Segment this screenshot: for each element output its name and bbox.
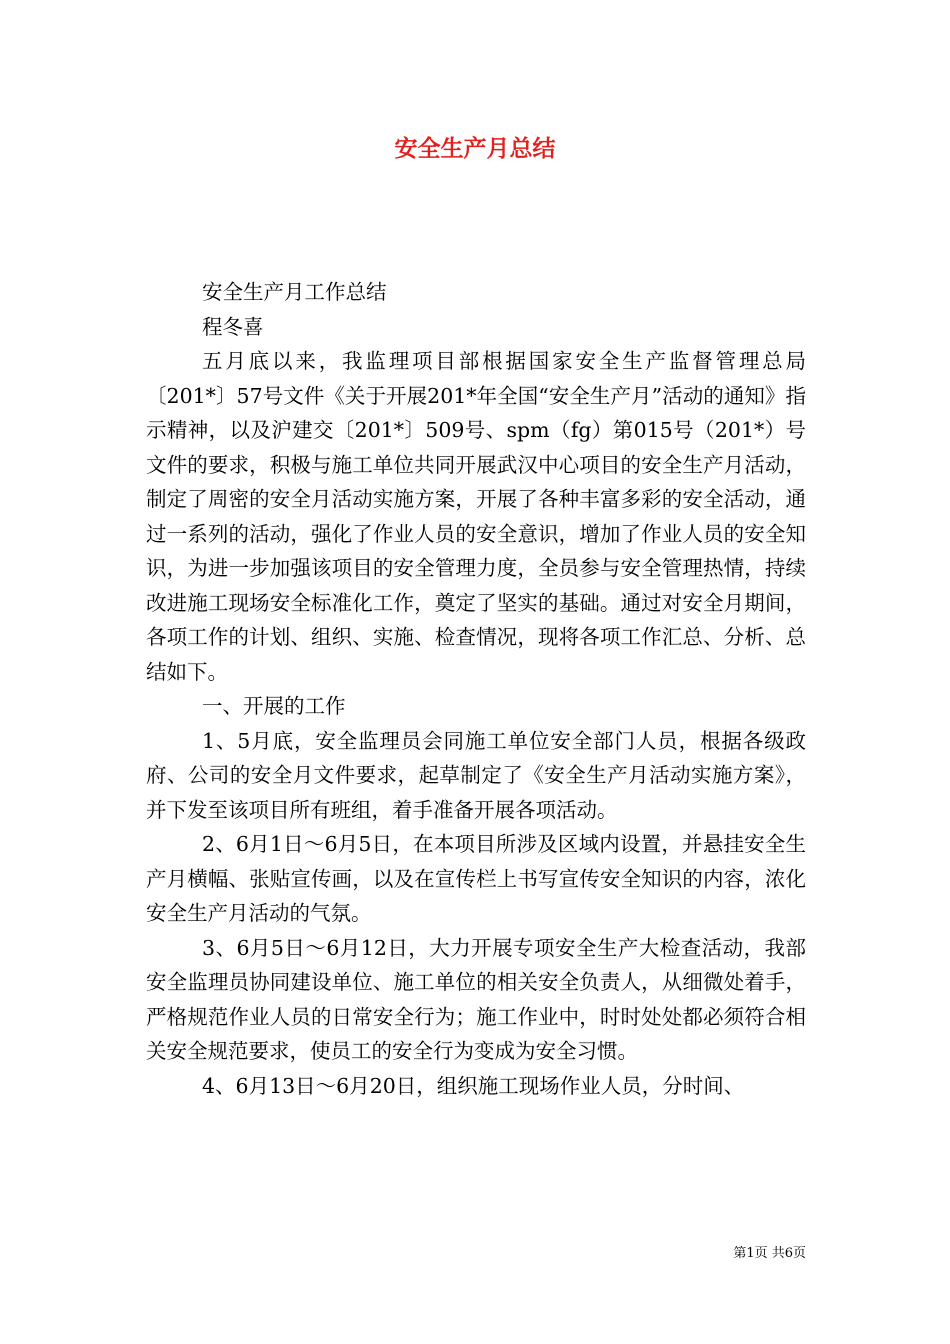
paragraph-item-4: 4、6月13日～6月20日，组织施工现场作业人员，分时间、 [202, 1073, 745, 1098]
subtitle: 安全生产月工作总结 [202, 280, 387, 304]
author: 程冬喜 [202, 314, 264, 339]
paragraph-intro: 五月底以来，我监理项目部根据国家安全生产监督管理总局〔201*〕57号文件《关于开展201*年全国“安全生产月”活动的通知》指示精神，以及沪建交〔201*〕509号、spm（fg）第015号（201*）号文件的要求，积极与施工单位共同开展武汉中心项目的安全生产月活动，制定了周密的安全月活动实施方案，开展了各种丰富多彩的安全活动，通过一系列的活动，强化了作业人员的安全意识，增加了作业人员的安全知识，为进一步加强该项目的安全管理力度，全员参与安全管理热情，持续改进施工现场安全标准化工作，奠定了坚实的基础。通过对安全月期间，各项工作的计划、组织、实施、检查情况，现将各项工作汇总、分析、总结如下。 [146, 349, 806, 684]
document-body [146, 275, 806, 1103]
page-number: 第1页 共6页 [733, 1246, 806, 1261]
paragraph-item-1: 1、5月底，安全监理员会同施工单位安全部门人员，根据各级政府、公司的安全月文件要求，起草制定了《安全生产月活动实施方案》，并下发至该项目所有班组，着手准备开展各项活动。 [146, 728, 806, 822]
page-title: 安全生产月总结 [394, 136, 556, 162]
paragraph-item-3: 3、6月5日～6月12日，大力开展专项安全生产大检查活动，我部安全监理员协同建设单位、施工单位的相关安全负责人，从细微处着手，严格规范作业人员的日常安全行为；施工作业中，时时处处都必须符合相关安全规范要求，使员工的安全行为变成为安全习惯。 [146, 935, 806, 1063]
section-heading: 一、开展的工作 [202, 694, 346, 718]
paragraph-item-2: 2、6月1日～6月5日，在本项目所涉及区域内设置，并悬挂安全生产月横幅、张贴宣传画，以及在宣传栏上书写宣传安全知识的内容，浓化安全生产月活动的气氛。 [146, 832, 806, 925]
